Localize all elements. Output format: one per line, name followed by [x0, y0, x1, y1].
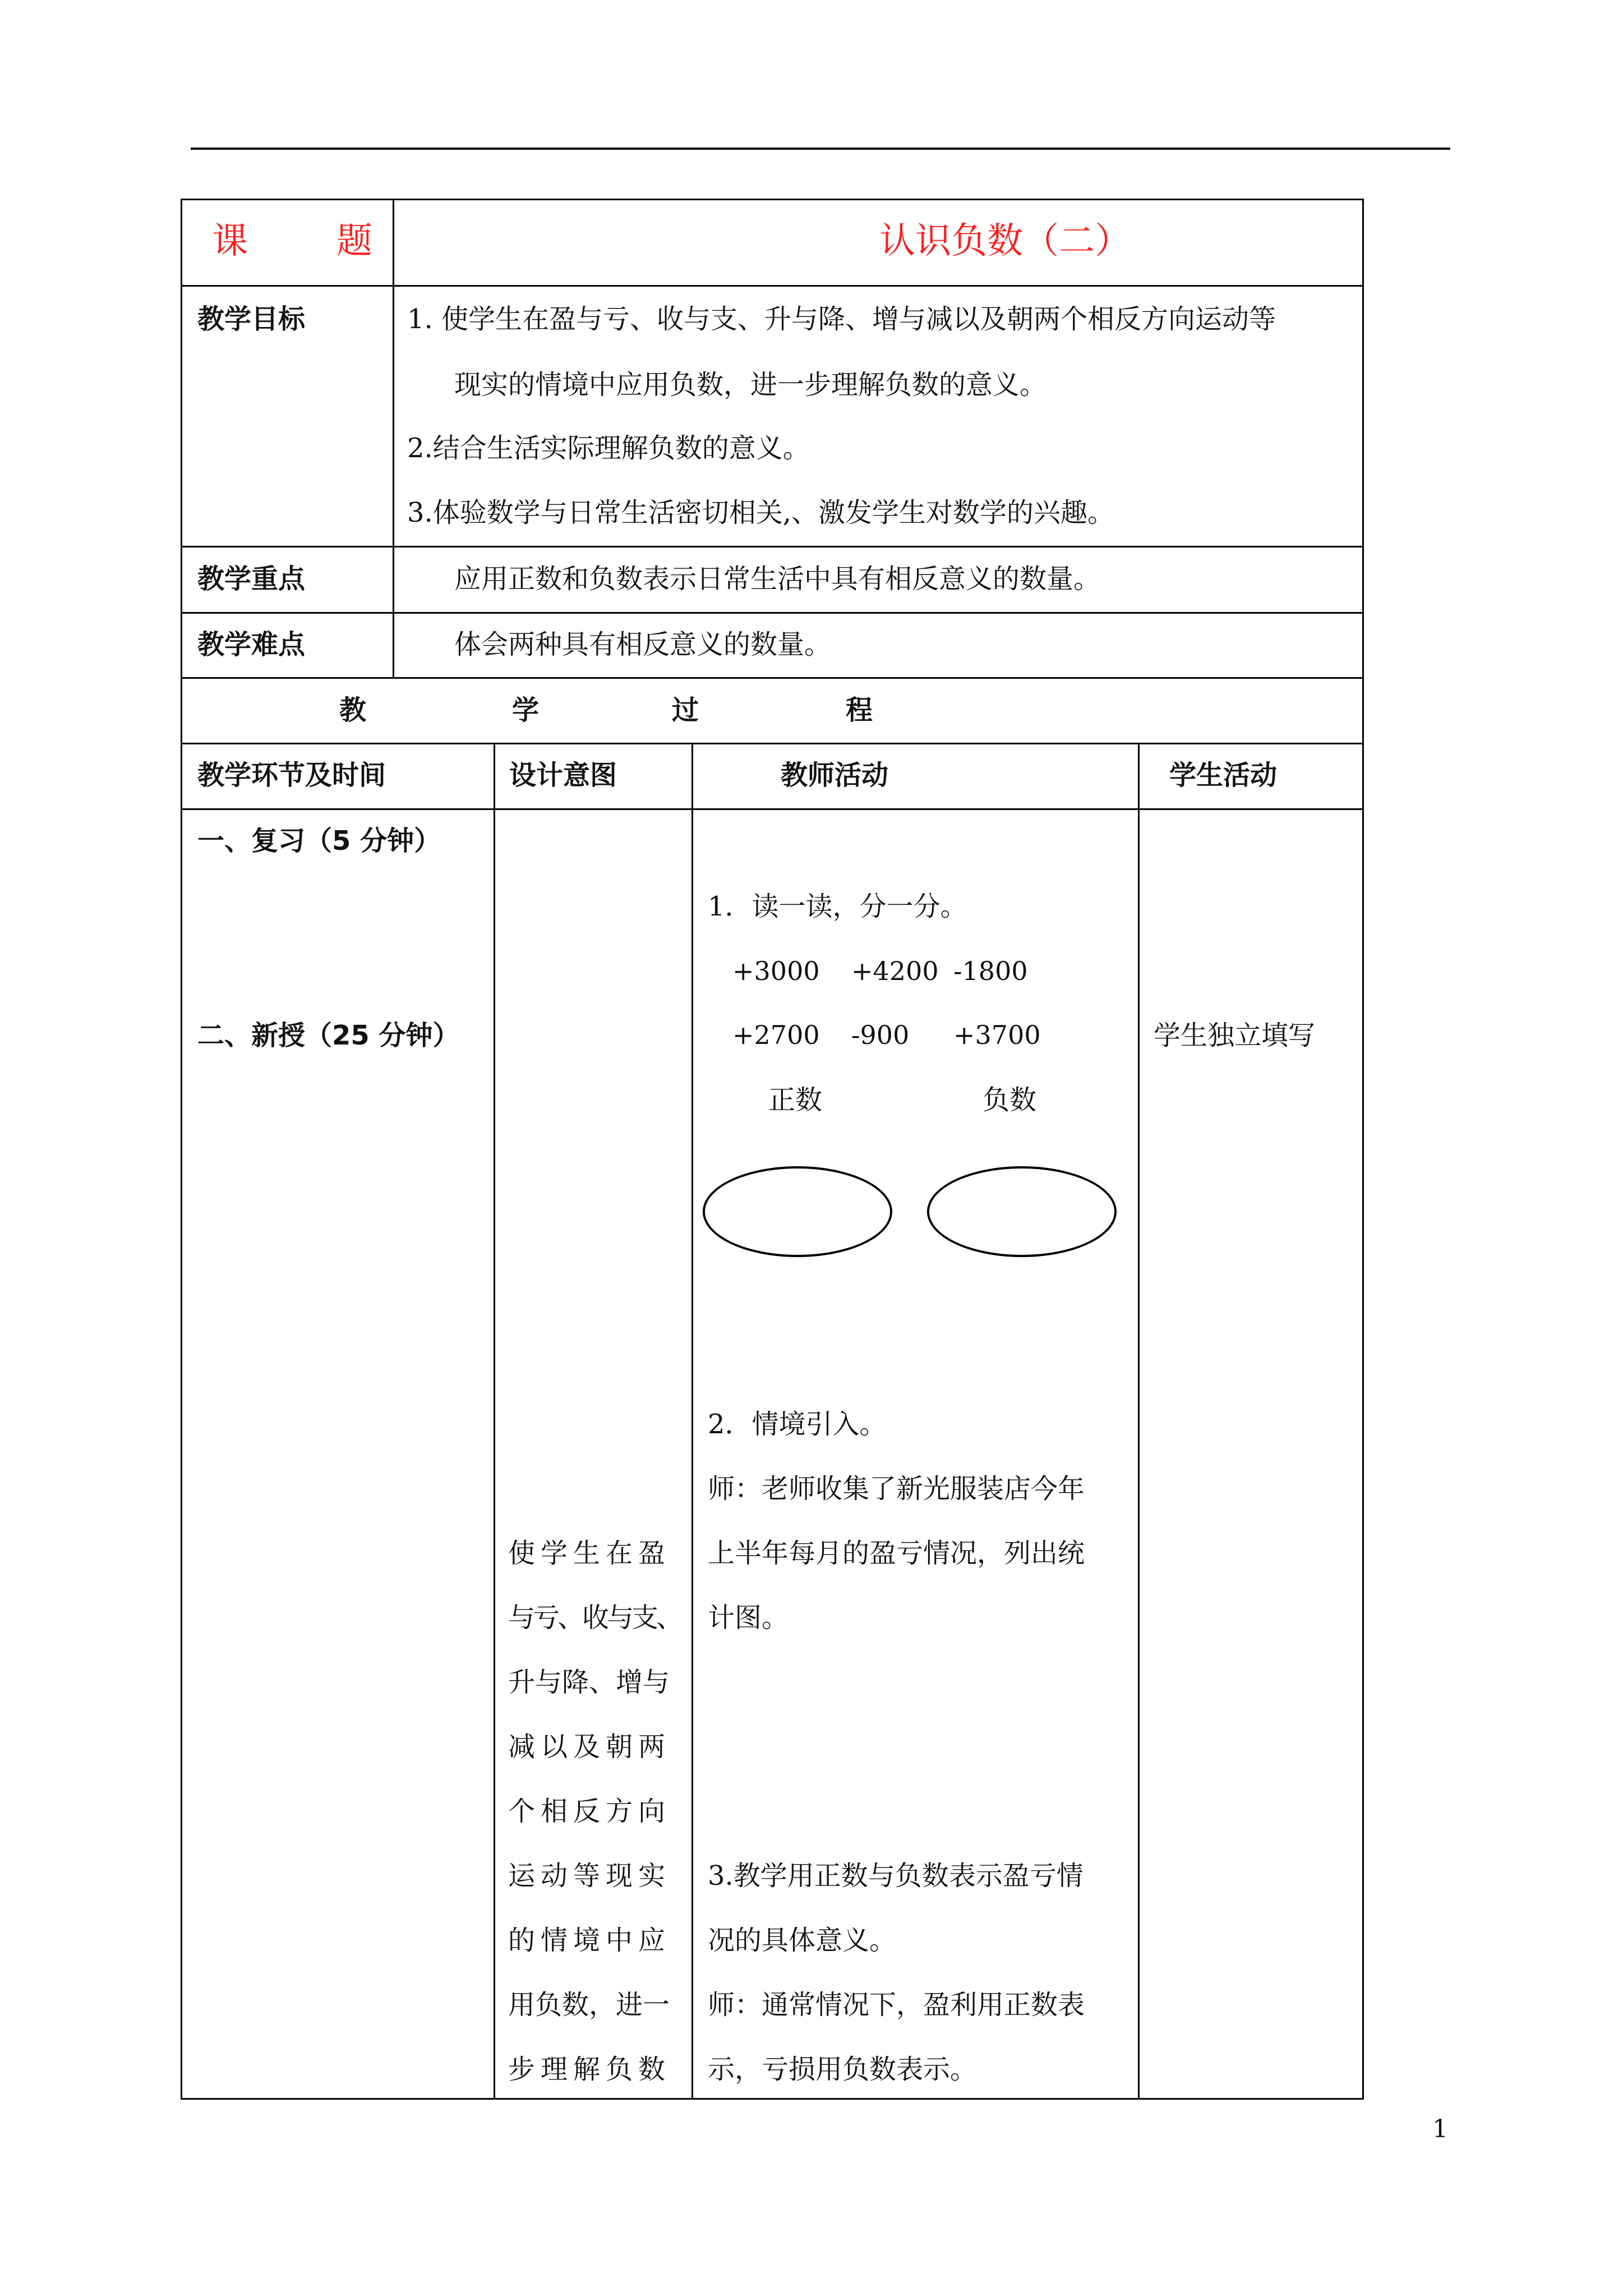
goal-item-1-continued: 现实的情境中应用负数，进一步理解负数的意义。	[454, 369, 1047, 401]
number-item: +2700	[732, 1020, 820, 1050]
column-header-teacher: 教师活动	[781, 760, 889, 791]
number-item: +4200	[851, 956, 939, 986]
row-divider	[181, 546, 1364, 547]
negative-label: 负数	[983, 1084, 1037, 1116]
key-point-label: 教学重点	[197, 563, 306, 595]
teacher-meaning-line: 示，亏损用负数表示。	[708, 2054, 978, 2085]
table-border-top	[181, 199, 1364, 200]
difficulty-label: 教学难点	[197, 629, 306, 660]
table-border-bottom	[181, 2098, 1364, 2100]
design-line: 升与降、增与	[508, 1667, 670, 1698]
column-header-design: 设计意图	[509, 760, 617, 791]
design-line: 运动等现实	[508, 1860, 671, 1892]
number-item: -900	[851, 1020, 910, 1050]
row-divider	[181, 743, 1364, 744]
process-heading-char: 学	[512, 694, 540, 726]
teacher-scene-intro: 2．情境引入。	[708, 1409, 887, 1440]
process-heading-char: 程	[846, 694, 873, 726]
design-line: 个相反方向	[508, 1796, 671, 1827]
teacher-meaning-line: 况的具体意义。	[708, 1925, 897, 1956]
column-header-student: 学生活动	[1169, 760, 1278, 791]
positive-label: 正数	[768, 1084, 823, 1116]
column-header-stage: 教学环节及时间	[197, 760, 386, 791]
number-item: +3700	[953, 1020, 1041, 1050]
design-line: 使学生在盈	[508, 1538, 671, 1569]
row-divider	[181, 612, 1364, 614]
table-border-right	[1362, 199, 1364, 2100]
row-divider	[181, 808, 1364, 810]
key-point-text: 应用正数和负数表示日常生活中具有相反意义的数量。	[454, 563, 1101, 595]
table-border-left	[181, 199, 182, 2100]
teacher-scene-line: 师：老师收集了新光服装店今年	[708, 1473, 1085, 1504]
negative-sort-circle	[927, 1166, 1117, 1257]
design-line: 用负数，进一	[508, 1989, 670, 2021]
page-title: 认识负数（二）	[879, 220, 1131, 262]
goal-item-1: 1. 使学生在盈与亏、收与支、升与降、增与减以及朝两个相反方向运动等	[407, 303, 1276, 335]
teacher-scene-line: 计图。	[708, 1602, 789, 1634]
column-divider	[494, 743, 495, 2100]
design-line: 步理解负数	[508, 2054, 671, 2085]
row-divider	[181, 285, 1364, 287]
goals-label: 教学目标	[197, 303, 306, 335]
teacher-read-sort: 1．读一读，分一分。	[708, 891, 967, 922]
column-divider	[691, 743, 693, 2100]
teacher-meaning-line: 师：通常情况下，盈利用正数表	[708, 1989, 1085, 2021]
teacher-scene-line: 上半年每月的盈亏情况，列出统	[708, 1538, 1085, 1569]
design-line: 减以及朝两	[508, 1731, 671, 1763]
student-activity: 学生独立填写	[1154, 1020, 1316, 1051]
number-item: +3000	[732, 956, 820, 986]
goal-item-3: 3.体验数学与日常生活密切相关,、激发学生对数学的兴趣。	[407, 497, 1115, 528]
goal-item-2: 2.结合生活实际理解负数的意义。	[407, 432, 810, 464]
topic-label: 课 题	[212, 220, 378, 262]
row-divider	[181, 677, 1364, 679]
teacher-meaning-line: 3.教学用正数与负数表示盈亏情	[708, 1860, 1083, 1892]
stage-review: 一、复习（5 分钟）	[197, 825, 441, 857]
design-line: 与亏、收与支、	[508, 1602, 681, 1634]
page-number: 1	[1432, 2115, 1448, 2143]
process-heading-char: 教	[339, 694, 367, 726]
header-rule	[191, 148, 1450, 150]
difficulty-text: 体会两种具有相反意义的数量。	[454, 629, 832, 660]
number-item: -1800	[953, 956, 1028, 986]
label-column-divider	[393, 199, 394, 677]
process-heading-char: 过	[672, 694, 699, 726]
positive-sort-circle	[703, 1166, 892, 1257]
stage-new: 二、新授（25 分钟）	[197, 1020, 460, 1051]
column-divider	[1138, 743, 1140, 2100]
design-line: 的情境中应	[508, 1925, 671, 1956]
